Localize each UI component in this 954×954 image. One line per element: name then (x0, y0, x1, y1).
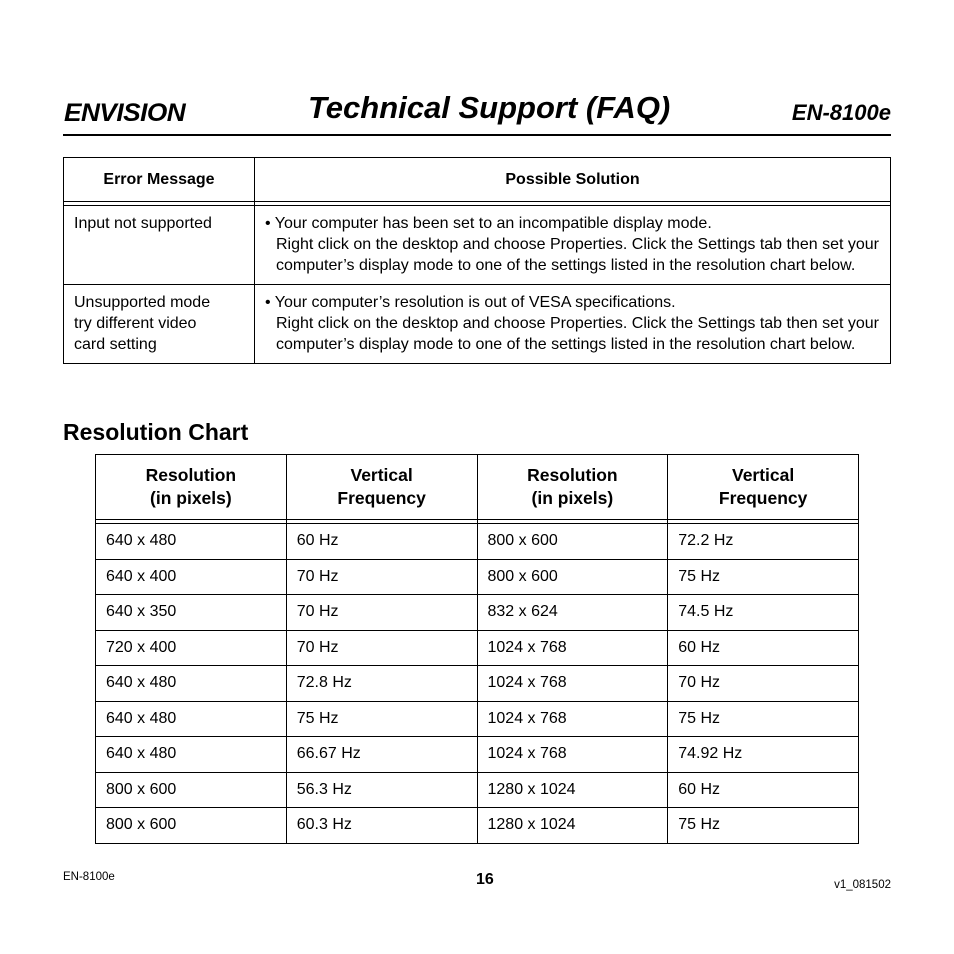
resolution-row (96, 630, 859, 666)
header-frequency (668, 455, 859, 520)
frequency-cell: 56.3 Hz (286, 772, 477, 808)
faq-header-error: Error Message (64, 158, 255, 202)
resolution-cell: 1024 x 768 (477, 630, 668, 666)
frequency-cell: 70 Hz (668, 666, 859, 702)
solution-detail: Right click on the desktop and choose Properties. Click the Settings tab then set your computer’s display mode to one of the settings listed in the resolution chart below. (276, 315, 879, 353)
frequency-cell: 72.8 Hz (286, 666, 477, 702)
header-line: Vertical (350, 465, 413, 485)
resolution-row (96, 701, 859, 737)
resolution-cell: 1024 x 768 (477, 666, 668, 702)
error-line: card setting (74, 336, 157, 353)
faq-solution-cell (255, 206, 891, 285)
resolution-row (96, 737, 859, 773)
header-resolution (96, 455, 287, 520)
faq-row (64, 206, 891, 285)
frequency-cell: 74.5 Hz (668, 595, 859, 631)
resolution-cell: 720 x 400 (96, 630, 287, 666)
resolution-header-row (96, 455, 859, 520)
envision-logo: ENVISION (64, 99, 186, 127)
resolution-cell: 1280 x 1024 (477, 808, 668, 844)
frequency-cell: 75 Hz (286, 701, 477, 737)
solution-text (265, 292, 880, 355)
resolution-cell: 800 x 600 (96, 772, 287, 808)
resolution-cell: 1024 x 768 (477, 701, 668, 737)
faq-error-cell (64, 285, 255, 364)
resolution-cell: 832 x 624 (477, 595, 668, 631)
header-line: (in pixels) (150, 488, 232, 508)
frequency-cell: 75 Hz (668, 701, 859, 737)
header-line: Frequency (337, 488, 426, 508)
resolution-cell: 640 x 480 (96, 701, 287, 737)
frequency-cell: 74.92 Hz (668, 737, 859, 773)
resolution-row (96, 666, 859, 702)
footer-model: EN-8100e (63, 871, 115, 883)
resolution-cell: 640 x 350 (96, 595, 287, 631)
frequency-cell: 60.3 Hz (286, 808, 477, 844)
resolution-cell: 1024 x 768 (477, 737, 668, 773)
resolution-row (96, 559, 859, 595)
solution-detail: Right click on the desktop and choose Properties. Click the Settings tab then set your computer’s display mode to one of the settings listed in the resolution chart below. (276, 236, 879, 274)
frequency-cell: 70 Hz (286, 559, 477, 595)
error-line: Input not supported (74, 215, 212, 232)
frequency-cell: 72.2 Hz (668, 524, 859, 560)
frequency-cell: 60 Hz (286, 524, 477, 560)
frequency-cell: 66.67 Hz (286, 737, 477, 773)
header-line: Resolution (527, 465, 618, 485)
page-number: 16 (476, 871, 494, 888)
model-number: EN-8100e (791, 100, 891, 125)
footer-version: v1_081502 (834, 879, 891, 891)
faq-error-cell (64, 206, 255, 285)
frequency-cell: 70 Hz (286, 595, 477, 631)
header-frequency (286, 455, 477, 520)
frequency-cell: 60 Hz (668, 630, 859, 666)
resolution-cell: 800 x 600 (477, 524, 668, 560)
resolution-row (96, 524, 859, 560)
resolution-row (96, 772, 859, 808)
solution-text (265, 213, 880, 276)
header-resolution (477, 455, 668, 520)
resolution-row (96, 595, 859, 631)
header-line: (in pixels) (531, 488, 614, 508)
faq-header-row (64, 158, 891, 202)
resolution-cell: 800 x 600 (477, 559, 668, 595)
header-line: Vertical (731, 465, 795, 485)
faq-row (64, 285, 891, 364)
error-line: Unsupported mode (74, 294, 211, 311)
resolution-row (96, 808, 859, 844)
frequency-cell: 70 Hz (286, 630, 477, 666)
resolution-table (95, 454, 859, 844)
header-line: Frequency (718, 488, 808, 508)
faq-header-solution: Possible Solution (255, 158, 891, 202)
header-line: Resolution (145, 465, 237, 485)
frequency-cell: 75 Hz (668, 808, 859, 844)
resolution-cell: 640 x 480 (96, 737, 287, 773)
page-title: Technical Support (FAQ) (308, 90, 671, 125)
resolution-cell: 640 x 400 (96, 559, 287, 595)
error-line: try different video (74, 315, 197, 332)
solution-bullet: • Your computer’s resolution is out of VESA specifications. (265, 294, 676, 311)
faq-table (63, 157, 891, 364)
resolution-cell: 1280 x 1024 (477, 772, 668, 808)
page-header (63, 88, 891, 136)
resolution-cell: 800 x 600 (96, 808, 287, 844)
resolution-chart-title: Resolution Chart (63, 419, 249, 445)
frequency-cell: 60 Hz (668, 772, 859, 808)
resolution-cell: 640 x 480 (96, 666, 287, 702)
frequency-cell: 75 Hz (668, 559, 859, 595)
resolution-cell: 640 x 480 (96, 524, 287, 560)
solution-bullet: • Your computer has been set to an incompatible display mode. (265, 215, 712, 232)
faq-solution-cell (255, 285, 891, 364)
